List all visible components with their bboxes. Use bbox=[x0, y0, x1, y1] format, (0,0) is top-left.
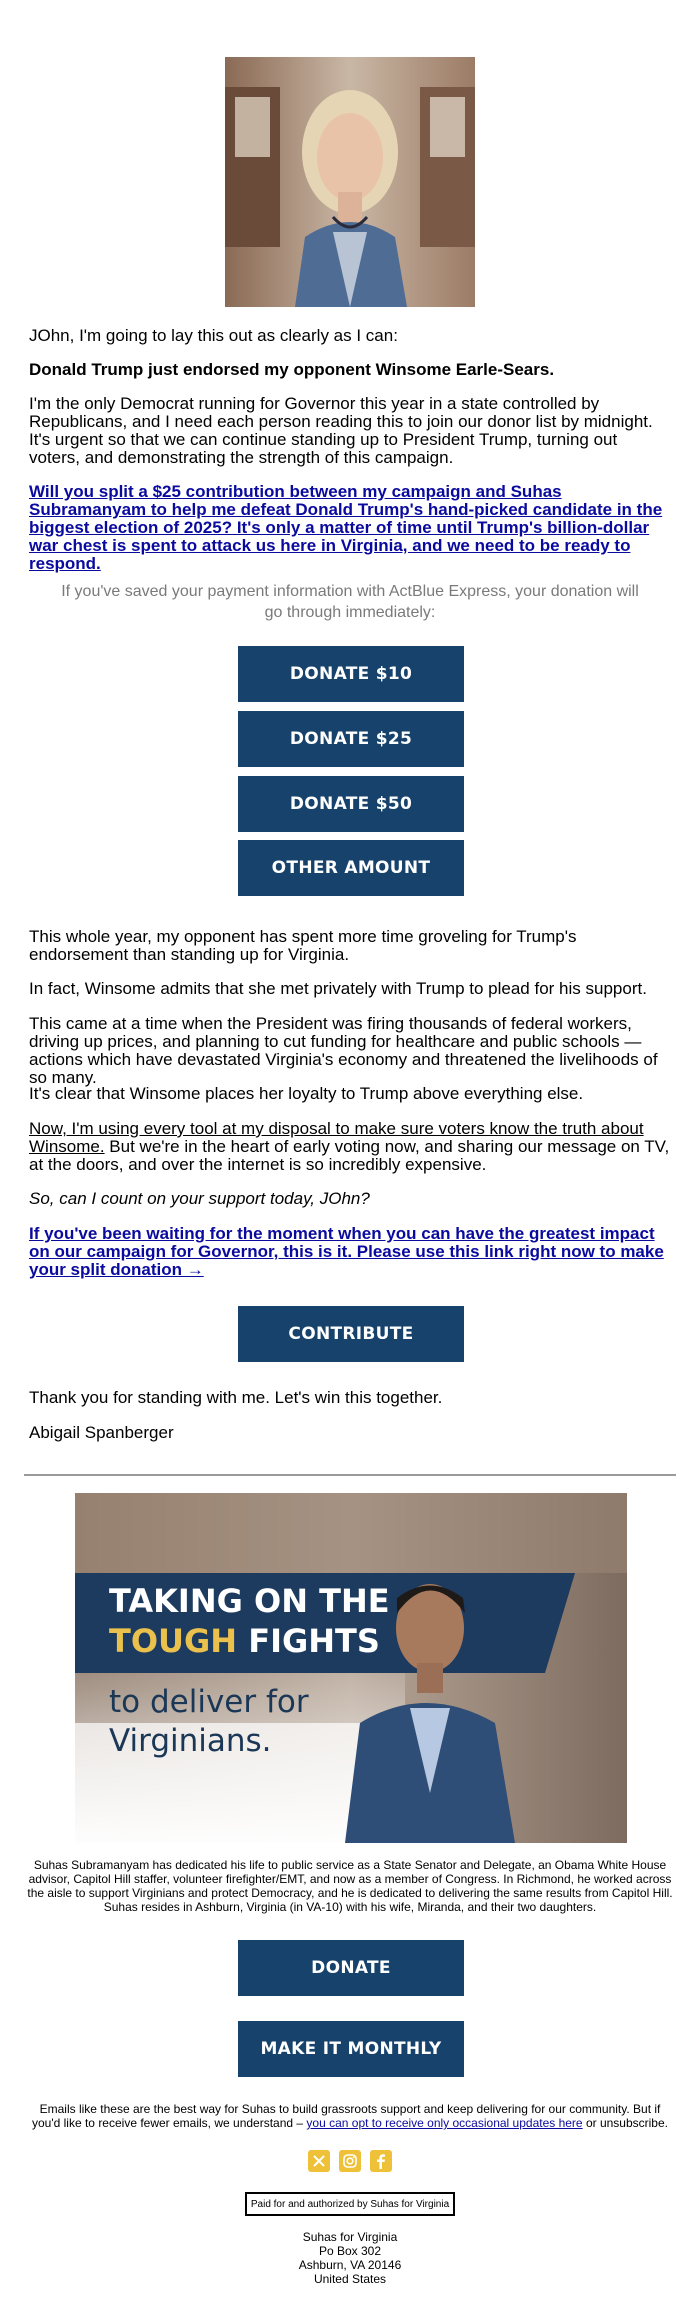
donate-10-button[interactable]: DONATE $10 bbox=[238, 646, 464, 702]
contribute-button[interactable]: CONTRIBUTE bbox=[238, 1306, 464, 1362]
body-paragraph-1: This whole year, my opponent has spent more time groveling for Trump's endorsement than standing up for Virginia. bbox=[29, 927, 577, 964]
x-icon[interactable] bbox=[308, 2150, 330, 2172]
body-paragraph-5-rest: But we're in the heart of early voting now, and sharing our message on TV, at the doors, and over the internet is so incredibly expensive. bbox=[29, 1137, 670, 1174]
email-preferences-note bbox=[24, 2102, 676, 2130]
footer-donate-button[interactable]: DONATE bbox=[238, 1940, 464, 1996]
address-line: Ashburn, VA 20146 bbox=[298, 2258, 402, 2272]
instagram-icon[interactable] bbox=[339, 2150, 361, 2172]
address-line: Po Box 302 bbox=[318, 2244, 382, 2258]
body-paragraph-3: This came at a time when the President was firing thousands of federal workers, driving up prices, and planning to cut funding for healthcare and public schools — actions which have devastated Virginia's economy and threatened the livelihoods of so many. bbox=[29, 1014, 658, 1087]
donate-50-button[interactable]: DONATE $50 bbox=[238, 776, 464, 832]
split-contribution-link[interactable]: Will you split a $25 contribution between my campaign and Suhas Subramanyam to help me defeat Donald Trump's hand-picked candidate in the biggest election of 2025? It's only a matter of time until Trump's billion-dollar war chest is spent to attack us here in Virginia, and we need to be ready to respond. bbox=[29, 482, 663, 573]
banner-fights: FIGHTS bbox=[237, 1622, 380, 1660]
split-donation-link[interactable]: If you've been waiting for the moment when you can have the greatest impact on our campaign for Governor, this is it. Please use this link right now to make your split donation → bbox=[29, 1224, 664, 1279]
banner-tough: TOUGH bbox=[109, 1622, 238, 1660]
banner-background bbox=[75, 1493, 627, 1843]
occasional-updates-link[interactable]: you can opt to receive only occasional updates here bbox=[306, 2116, 583, 2130]
address-line: Suhas for Virginia bbox=[302, 2230, 398, 2244]
address-line: United States bbox=[313, 2272, 387, 2286]
body-paragraph-6: So, can I count on your support today, JOhn? bbox=[29, 1189, 370, 1208]
actblue-express-note: If you've saved your payment information with ActBlue Express, your donation will go through immediately: bbox=[61, 583, 639, 621]
intro-paragraph: I'm the only Democrat running for Governor this year in a state controlled by Republicans, and I need each person reading this to join our donor list by midnight. It's urgent so that we can continue standing up to President Trump, turning out voters, and demonstrating the strength of this campaign. bbox=[29, 394, 653, 467]
body-paragraph-5-underlined: Now, I'm using every tool at my disposal to make sure voters know the truth about Winsome. bbox=[29, 1119, 644, 1156]
donate-25-button[interactable]: DONATE $25 bbox=[238, 711, 464, 767]
thanks-line: Thank you for standing with me. Let's win this together. bbox=[29, 1388, 443, 1407]
candidate-photo bbox=[225, 57, 475, 307]
banner-line-2 bbox=[109, 1621, 380, 1661]
facebook-icon[interactable] bbox=[370, 2150, 392, 2172]
other-amount-button[interactable]: OTHER AMOUNT bbox=[238, 840, 464, 896]
paid-for-disclaimer: Paid for and authorized by Suhas for Virginia bbox=[245, 2192, 455, 2216]
body-paragraph-4: It's clear that Winsome places her loyalty to Trump above everything else. bbox=[29, 1084, 584, 1103]
mailing-address bbox=[200, 2230, 500, 2286]
banner-line-1: TAKING ON THE bbox=[109, 1582, 390, 1620]
make-it-monthly-button[interactable]: MAKE IT MONTHLY bbox=[238, 2021, 464, 2077]
banner-line-3: to deliver for Virginians. bbox=[109, 1684, 309, 1759]
signature: Abigail Spanberger bbox=[29, 1423, 174, 1442]
unsubscribe-text: or unsubscribe. bbox=[582, 2116, 668, 2130]
body-paragraph-2: In fact, Winsome admits that she met privately with Trump to plead for his support. bbox=[29, 979, 647, 998]
divider bbox=[24, 1474, 676, 1476]
suhas-bio: Suhas Subramanyam has dedicated his life to public service as a State Senator and Delegate, an Obama White House advisor, Capitol Hill staffer, volunteer firefighter/EMT, and now as a member of Congress. In Richmond, he worked across the aisle to support Virginians and protect Democracy, and he is dedicated to delivering the same results from Capitol Hill. Suhas resides in Ashburn, Virginia (in VA-10) with his wife, Miranda, and their two daughters. bbox=[27, 1858, 673, 1914]
email-preferences-text: Emails like these are the best way for Suhas to build grassroots support and keep delivering for our community. But if you'd like to receive fewer emails, we understand – bbox=[31, 2102, 661, 2130]
headline: Donald Trump just endorsed my opponent Winsome Earle-Sears. bbox=[29, 360, 555, 379]
greeting: JOhn, I'm going to lay this out as clearly as I can: bbox=[29, 326, 398, 345]
suhas-banner bbox=[75, 1493, 627, 1843]
body-paragraph-5 bbox=[29, 1120, 671, 1174]
